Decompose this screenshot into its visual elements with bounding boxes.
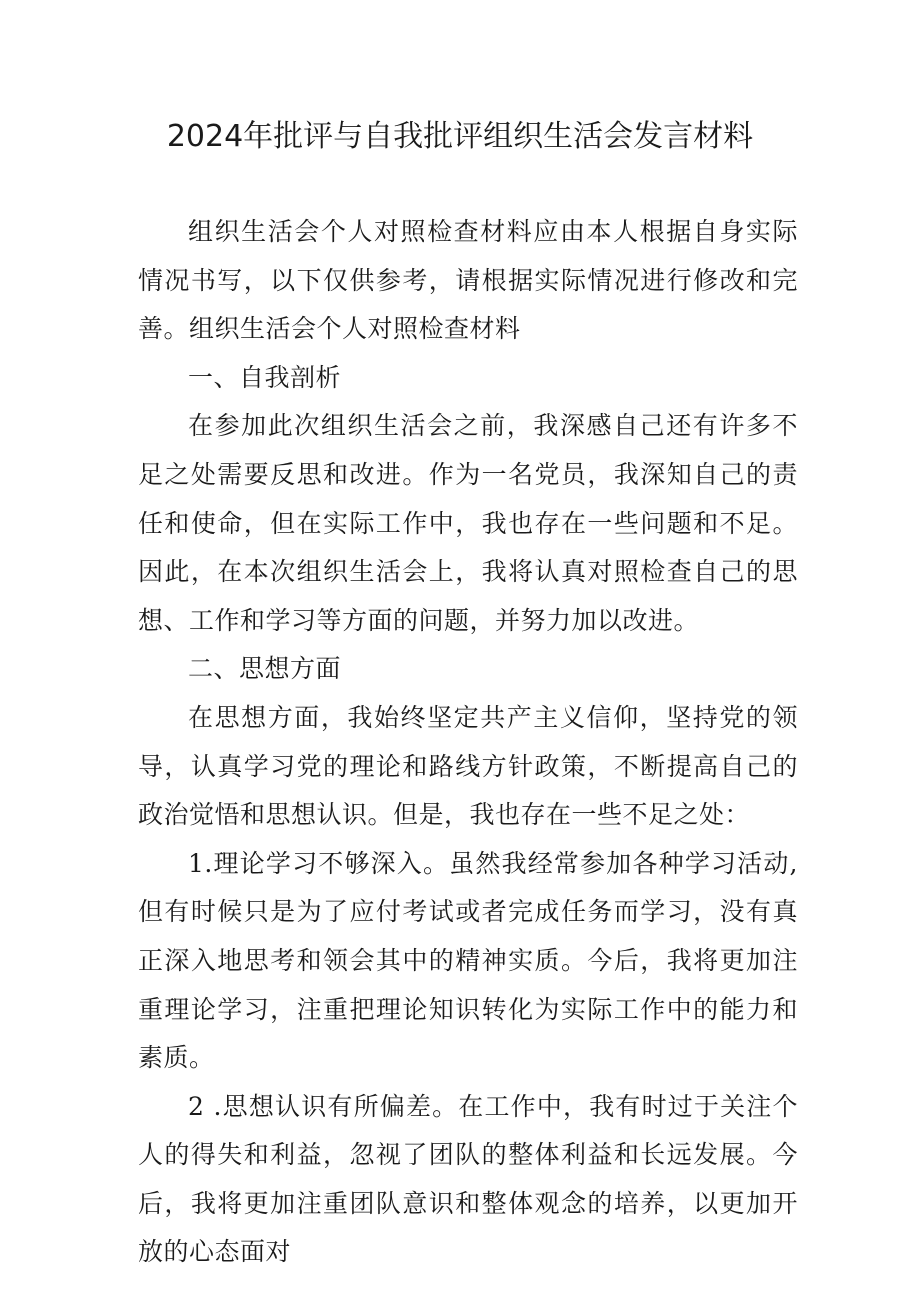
section-heading-thought: 二、思想方面	[188, 654, 342, 684]
list-item-1: 1.理论学习不够深入。虽然我经常参加各种学习活动,但有时候只是为了应付考试或者完成任务而学习，没有真正深入地思考和领会其中的精神实质。今后，我将更加注重理论学习，注重把理论知识转化为实际工作中的能力和素质。	[138, 848, 798, 1073]
intro-paragraph: 组织生活会个人对照检查材料应由本人根据自身实际情况书写，以下仅供参考，请根据实际情况进行修改和完善。组织生活会个人对照检查材料	[138, 217, 798, 344]
document-title: 2024年批评与自我批评组织生活会发言材料	[166, 119, 754, 154]
list-item-2: 2 .思想认识有所偏差。在工作中，我有时过于关注个人的得失和利益，忽视了团队的整体利益和长远发展。今后，我将更加注重团队意识和整体观念的培养，以更加开放的心态面对	[138, 1091, 798, 1267]
body-paragraph: 在思想方面，我始终坚定共产主义信仰，坚持党的领导，认真学习党的理论和路线方针政策，不断提高自己的政治觉悟和思想认识。但是，我也存在一些不足之处：	[138, 702, 798, 830]
body-paragraph: 在参加此次组织生活会之前，我深感自己还有许多不足之处需要反思和改进。作为一名党员，我深知自己的责任和使命，但在实际工作中，我也存在一些问题和不足。因此，在本次组织生活会上，我将认真对照检查自己的思想、工作和学习等方面的问题，并努力加以改进。	[138, 411, 798, 635]
section-heading-self-analysis: 一、自我剖析	[188, 362, 342, 392]
document-body	[138, 208, 798, 1277]
